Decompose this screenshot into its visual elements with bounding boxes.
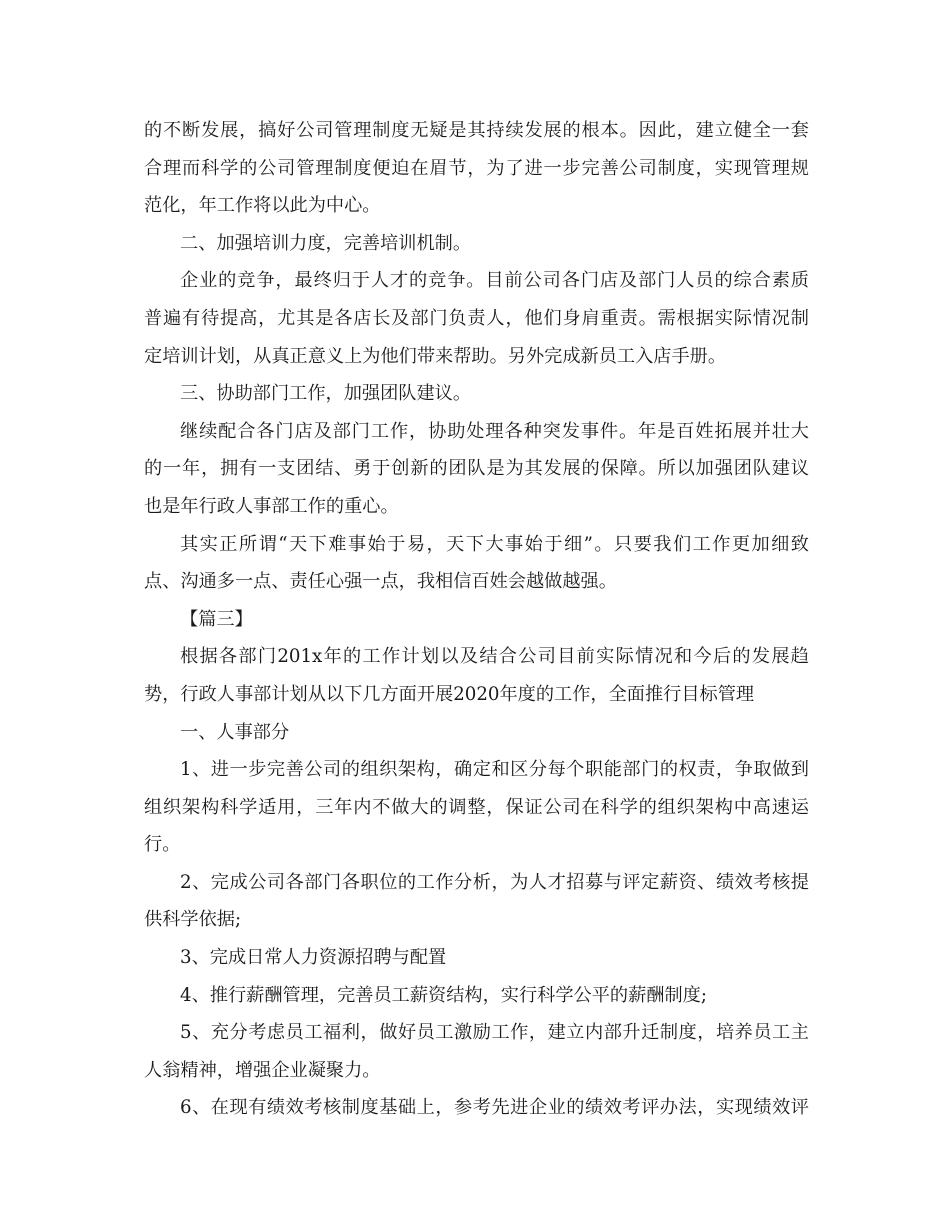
list-item-line: 行。 <box>144 834 181 856</box>
document-body <box>144 112 809 1127</box>
list-item-line: 2、完成公司各部门各职位的工作分析，为人才招募与评定薪资、绩效考核提 <box>180 871 809 893</box>
text-line: 也是年行政人事部工作的重心。 <box>144 495 399 517</box>
list-item-line: 1、进一步完善公司的组织架构，确定和区分每个职能部门的权责，争取做到 <box>180 759 809 781</box>
list-item-line: 组织架构科学适用，三年内不做大的调整，保证公司在科学的组织架构中高速运 <box>144 796 809 818</box>
text-line: 范化，年工作将以此为中心。 <box>144 195 381 217</box>
text-line: 的不断发展，搞好公司管理制度无疑是其持续发展的根本。因此，建立健全一套 <box>144 120 809 141</box>
section-heading: 【篇三】 <box>180 608 253 630</box>
list-item-line: 5、充分考虑员工福利，做好员工激励工作，建立内部升迁制度，培养员工主 <box>180 1022 809 1044</box>
section-heading: 二、加强培训力度，完善培训机制。 <box>180 232 472 254</box>
list-item-line: 人翁精神，增强企业凝聚力。 <box>144 1059 381 1081</box>
list-item-line: 4、推行薪酬管理，完善员工薪资结构，实行科学公平的薪酬制度; <box>180 984 707 1006</box>
list-item-line: 3、完成日常人力资源招聘与配置 <box>180 947 447 969</box>
text-line: 企业的竞争，最终归于人才的竞争。目前公司各门店及部门人员的综合素质 <box>180 270 809 292</box>
text-line: 其实正所谓“天下难事始于易，天下大事始于细”。只要我们工作更加细致 <box>180 533 809 555</box>
text-line: 点、沟通多一点、责任心强一点，我相信百姓会越做越强。 <box>144 571 617 593</box>
list-item-line: 6、在现有绩效考核制度基础上，参考先进企业的绩效考评办法，实现绩效评 <box>180 1097 809 1119</box>
text-line: 势，行政人事部计划从以下几方面开展2020年度的工作，全面推行目标管理 <box>144 683 755 705</box>
text-line: 根据各部门201x年的工作计划以及结合公司目前实际情况和今后的发展趋 <box>180 646 809 668</box>
text-line: 的一年，拥有一支团结、勇于创新的团队是为其发展的保障。所以加强团队建议 <box>144 458 809 480</box>
text-line: 普遍有待提高，尤其是各店长及部门负责人，他们身肩重责。需根据实际情况制 <box>144 307 809 329</box>
list-item-line: 供科学依据; <box>144 909 242 931</box>
text-line: 合理而科学的公司管理制度便迫在眉节，为了进一步完善公司制度，实现管理规 <box>144 157 809 179</box>
text-line: 继续配合各门店及部门工作，协助处理各种突发事件。年是百姓拓展并壮大 <box>180 420 809 442</box>
section-heading: 三、协助部门工作，加强团队建议。 <box>180 383 472 405</box>
section-heading: 一、人事部分 <box>180 721 290 743</box>
text-line: 定培训计划，从真正意义上为他们带来帮助。另外完成新员工入店手册。 <box>144 345 727 367</box>
